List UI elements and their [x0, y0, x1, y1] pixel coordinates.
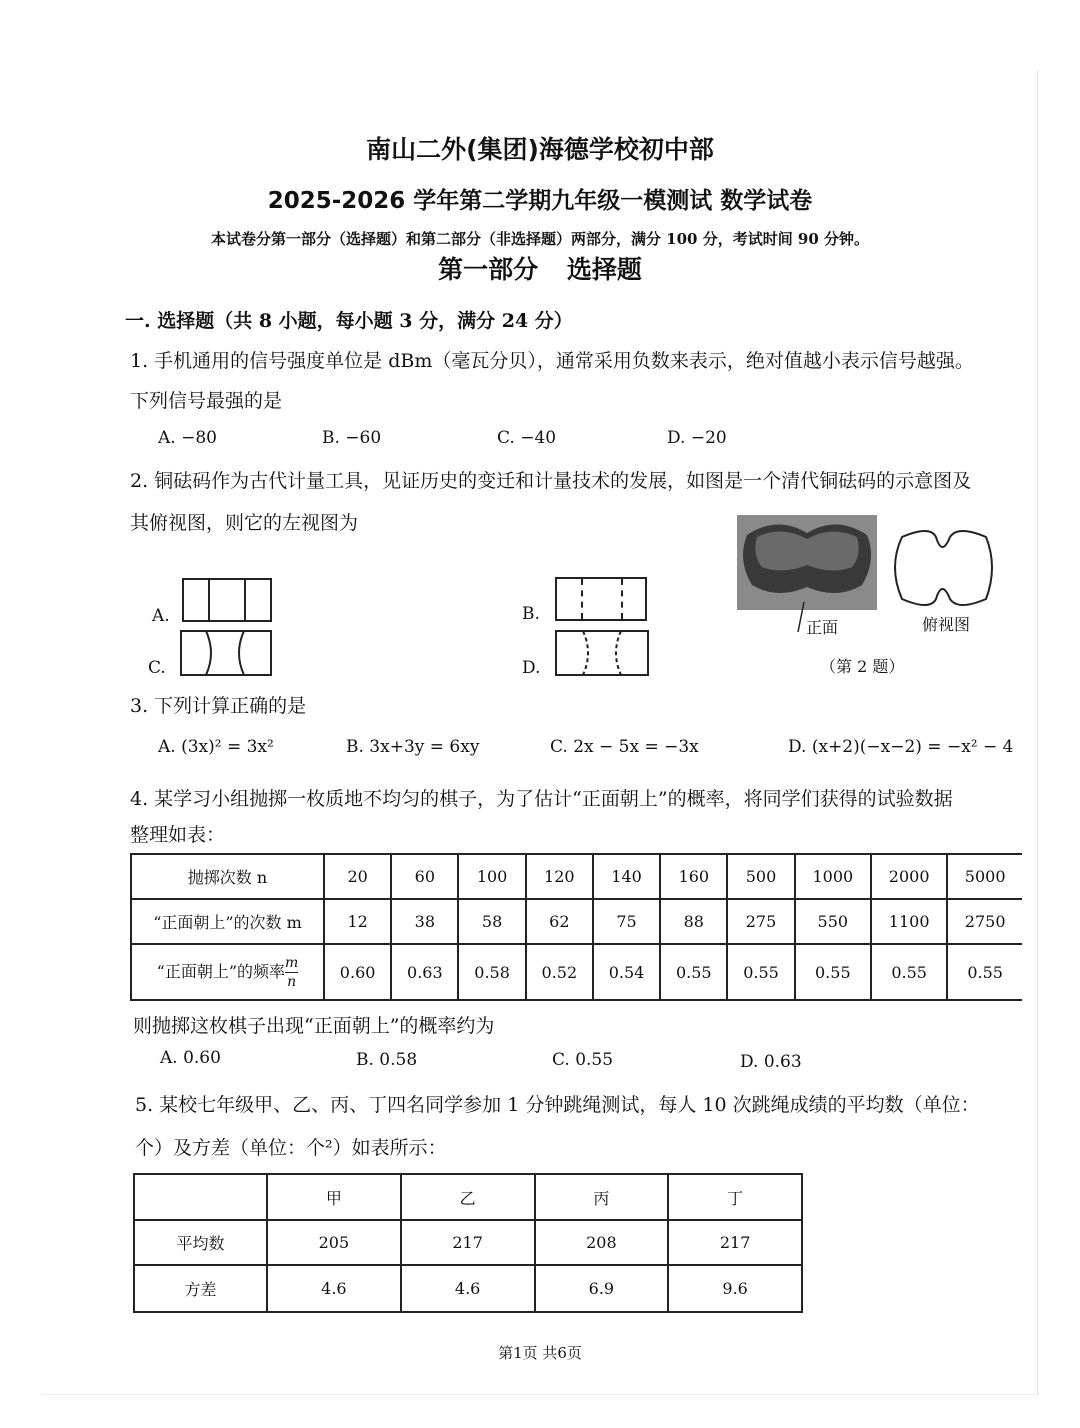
- part-title: 第一部分 选择题: [438, 255, 642, 284]
- cell: 205: [267, 1220, 401, 1265]
- q4-option-d: D. 0.63: [740, 1052, 802, 1072]
- cell: 217: [401, 1220, 535, 1265]
- cell: 58: [458, 899, 525, 944]
- cell: 4.6: [267, 1265, 401, 1312]
- q2-option-a: A.: [152, 606, 170, 626]
- table-row-frequency: [131, 944, 1022, 1000]
- front-label: 正面: [806, 618, 839, 637]
- option-c-figure: [180, 630, 274, 676]
- cell: 6.9: [535, 1265, 669, 1312]
- cell: 0.52: [526, 944, 593, 1000]
- row-label: 抛掷次数 n: [131, 854, 324, 899]
- q2-text: 2. 铜砝码作为古代计量工具，见证历史的变迁和计量技术的发展，如图是一个清代铜砝码的示意图及: [130, 470, 972, 492]
- fraction-m-over-n: [285, 954, 298, 991]
- q5-text: 5. 某校七年级甲、乙、丙、丁四名同学参加 1 分钟跳绳测试，每人 10 次跳绳成绩的平均数（单位：: [135, 1094, 980, 1116]
- school-title: 南山二外(集团)海德学校初中部: [366, 135, 714, 164]
- table-row-m: [131, 899, 1022, 944]
- option-d-figure: [555, 630, 651, 676]
- exam-title: 2025-2026 学年第二学期九年级一模测试 数学试卷: [267, 188, 813, 214]
- cell: 0.58: [458, 944, 525, 1000]
- q1-option-d: D. −20: [667, 428, 727, 448]
- cell: 5000: [947, 854, 1022, 899]
- cell: 9.6: [668, 1265, 802, 1312]
- q4-text: 4. 某学习小组抛掷一枚质地不均匀的棋子，为了估计“正面朝上”的概率，将同学们获得的试验数据: [130, 788, 953, 810]
- cell: 1000: [795, 854, 871, 899]
- q4-option-a: A. 0.60: [160, 1048, 221, 1068]
- row-label: 平均数: [134, 1220, 267, 1265]
- cell: 208: [535, 1220, 669, 1265]
- q2-option-d: D.: [522, 658, 541, 678]
- table-row: [134, 1265, 802, 1312]
- q1-option-b: B. −60: [322, 428, 382, 448]
- cell: 38: [391, 899, 458, 944]
- cell: 2000: [871, 854, 947, 899]
- row-label: “正面朝上”的频率: [156, 961, 286, 981]
- cell: 88: [660, 899, 727, 944]
- top-view-figure: [890, 527, 996, 609]
- bronze-weight-photo: [737, 515, 877, 610]
- cell: 100: [458, 854, 525, 899]
- row-label: 方差: [134, 1265, 267, 1312]
- cell: 0.55: [727, 944, 794, 1000]
- header-cell: 甲: [267, 1174, 401, 1220]
- cell: 0.55: [795, 944, 871, 1000]
- cell: 0.55: [871, 944, 947, 1000]
- cell: 2750: [947, 899, 1022, 944]
- cell: 12: [324, 899, 391, 944]
- q2-text-2: 其俯视图，则它的左视图为: [130, 512, 359, 534]
- frac-num: m: [285, 954, 299, 971]
- cell: 0.54: [593, 944, 660, 1000]
- section-title: 一. 选择题（共 8 小题，每小题 3 分，满分 24 分）: [125, 310, 573, 332]
- header-cell: 丁: [668, 1174, 802, 1220]
- q4-text-3: 则抛掷这枚棋子出现“正面朝上”的概率约为: [133, 1015, 495, 1037]
- top-view-label: 俯视图: [922, 615, 971, 634]
- cell: 62: [526, 899, 593, 944]
- frac-den: n: [287, 973, 297, 990]
- table-header-row: [134, 1174, 802, 1220]
- q3-option-d: D. (x+2)(−x−2) = −x² − 4: [788, 737, 1014, 757]
- cell: 120: [526, 854, 593, 899]
- table-row-n: [131, 854, 1022, 899]
- cell: 140: [593, 854, 660, 899]
- q3-option-c: C. 2x − 5x = −3x: [550, 737, 699, 757]
- cell: 500: [727, 854, 794, 899]
- cell: 4.6: [401, 1265, 535, 1312]
- q3-text: 3. 下列计算正确的是: [130, 695, 307, 717]
- q2-option-c: C.: [148, 658, 166, 678]
- cell: 217: [668, 1220, 802, 1265]
- q1-text-2: 下列信号最强的是: [130, 390, 283, 412]
- option-a-figure: [182, 578, 272, 622]
- row-label-frequency: [131, 944, 324, 1000]
- header-cell: 乙: [401, 1174, 535, 1220]
- q2-option-b: B.: [522, 604, 540, 624]
- cell: 0.63: [391, 944, 458, 1000]
- q1-option-c: C. −40: [497, 428, 557, 448]
- cell: 0.60: [324, 944, 391, 1000]
- q3-option-a: A. (3x)² = 3x²: [158, 737, 274, 757]
- cell: 0.55: [947, 944, 1022, 1000]
- table-row: [134, 1220, 802, 1265]
- cell: 160: [660, 854, 727, 899]
- exam-note: 本试卷分第一部分（选择题）和第二部分（非选择题）两部分，满分 100 分，考试时间 90 分钟。: [210, 230, 870, 248]
- page-footer: 第1页 共6页: [498, 1344, 582, 1362]
- frequency-table: [130, 853, 1022, 1001]
- cell: 550: [795, 899, 871, 944]
- header-cell: 丙: [535, 1174, 669, 1220]
- q5-text-2: 个）及方差（单位：个²）如表所示：: [135, 1137, 447, 1159]
- q4-option-b: B. 0.58: [356, 1050, 418, 1070]
- q4-option-c: C. 0.55: [552, 1050, 614, 1070]
- q3-option-b: B. 3x+3y = 6xy: [346, 737, 480, 757]
- q1-text: 1. 手机通用的信号强度单位是 dBm（毫瓦分贝），通常采用负数来表示，绝对值越小表示信号越强。: [130, 350, 974, 372]
- option-b-figure: [555, 577, 647, 621]
- figure-caption: （第 2 题）: [820, 657, 905, 676]
- cell: 75: [593, 899, 660, 944]
- cell: 60: [391, 854, 458, 899]
- jump-rope-table: [133, 1173, 803, 1313]
- header-cell: [134, 1174, 267, 1220]
- cell: 275: [727, 899, 794, 944]
- cell: 1100: [871, 899, 947, 944]
- q4-text-2: 整理如表：: [130, 824, 226, 846]
- row-label: “正面朝上”的次数 m: [131, 899, 324, 944]
- cell: 0.55: [660, 944, 727, 1000]
- cell: 20: [324, 854, 391, 899]
- q1-option-a: A. −80: [158, 428, 217, 448]
